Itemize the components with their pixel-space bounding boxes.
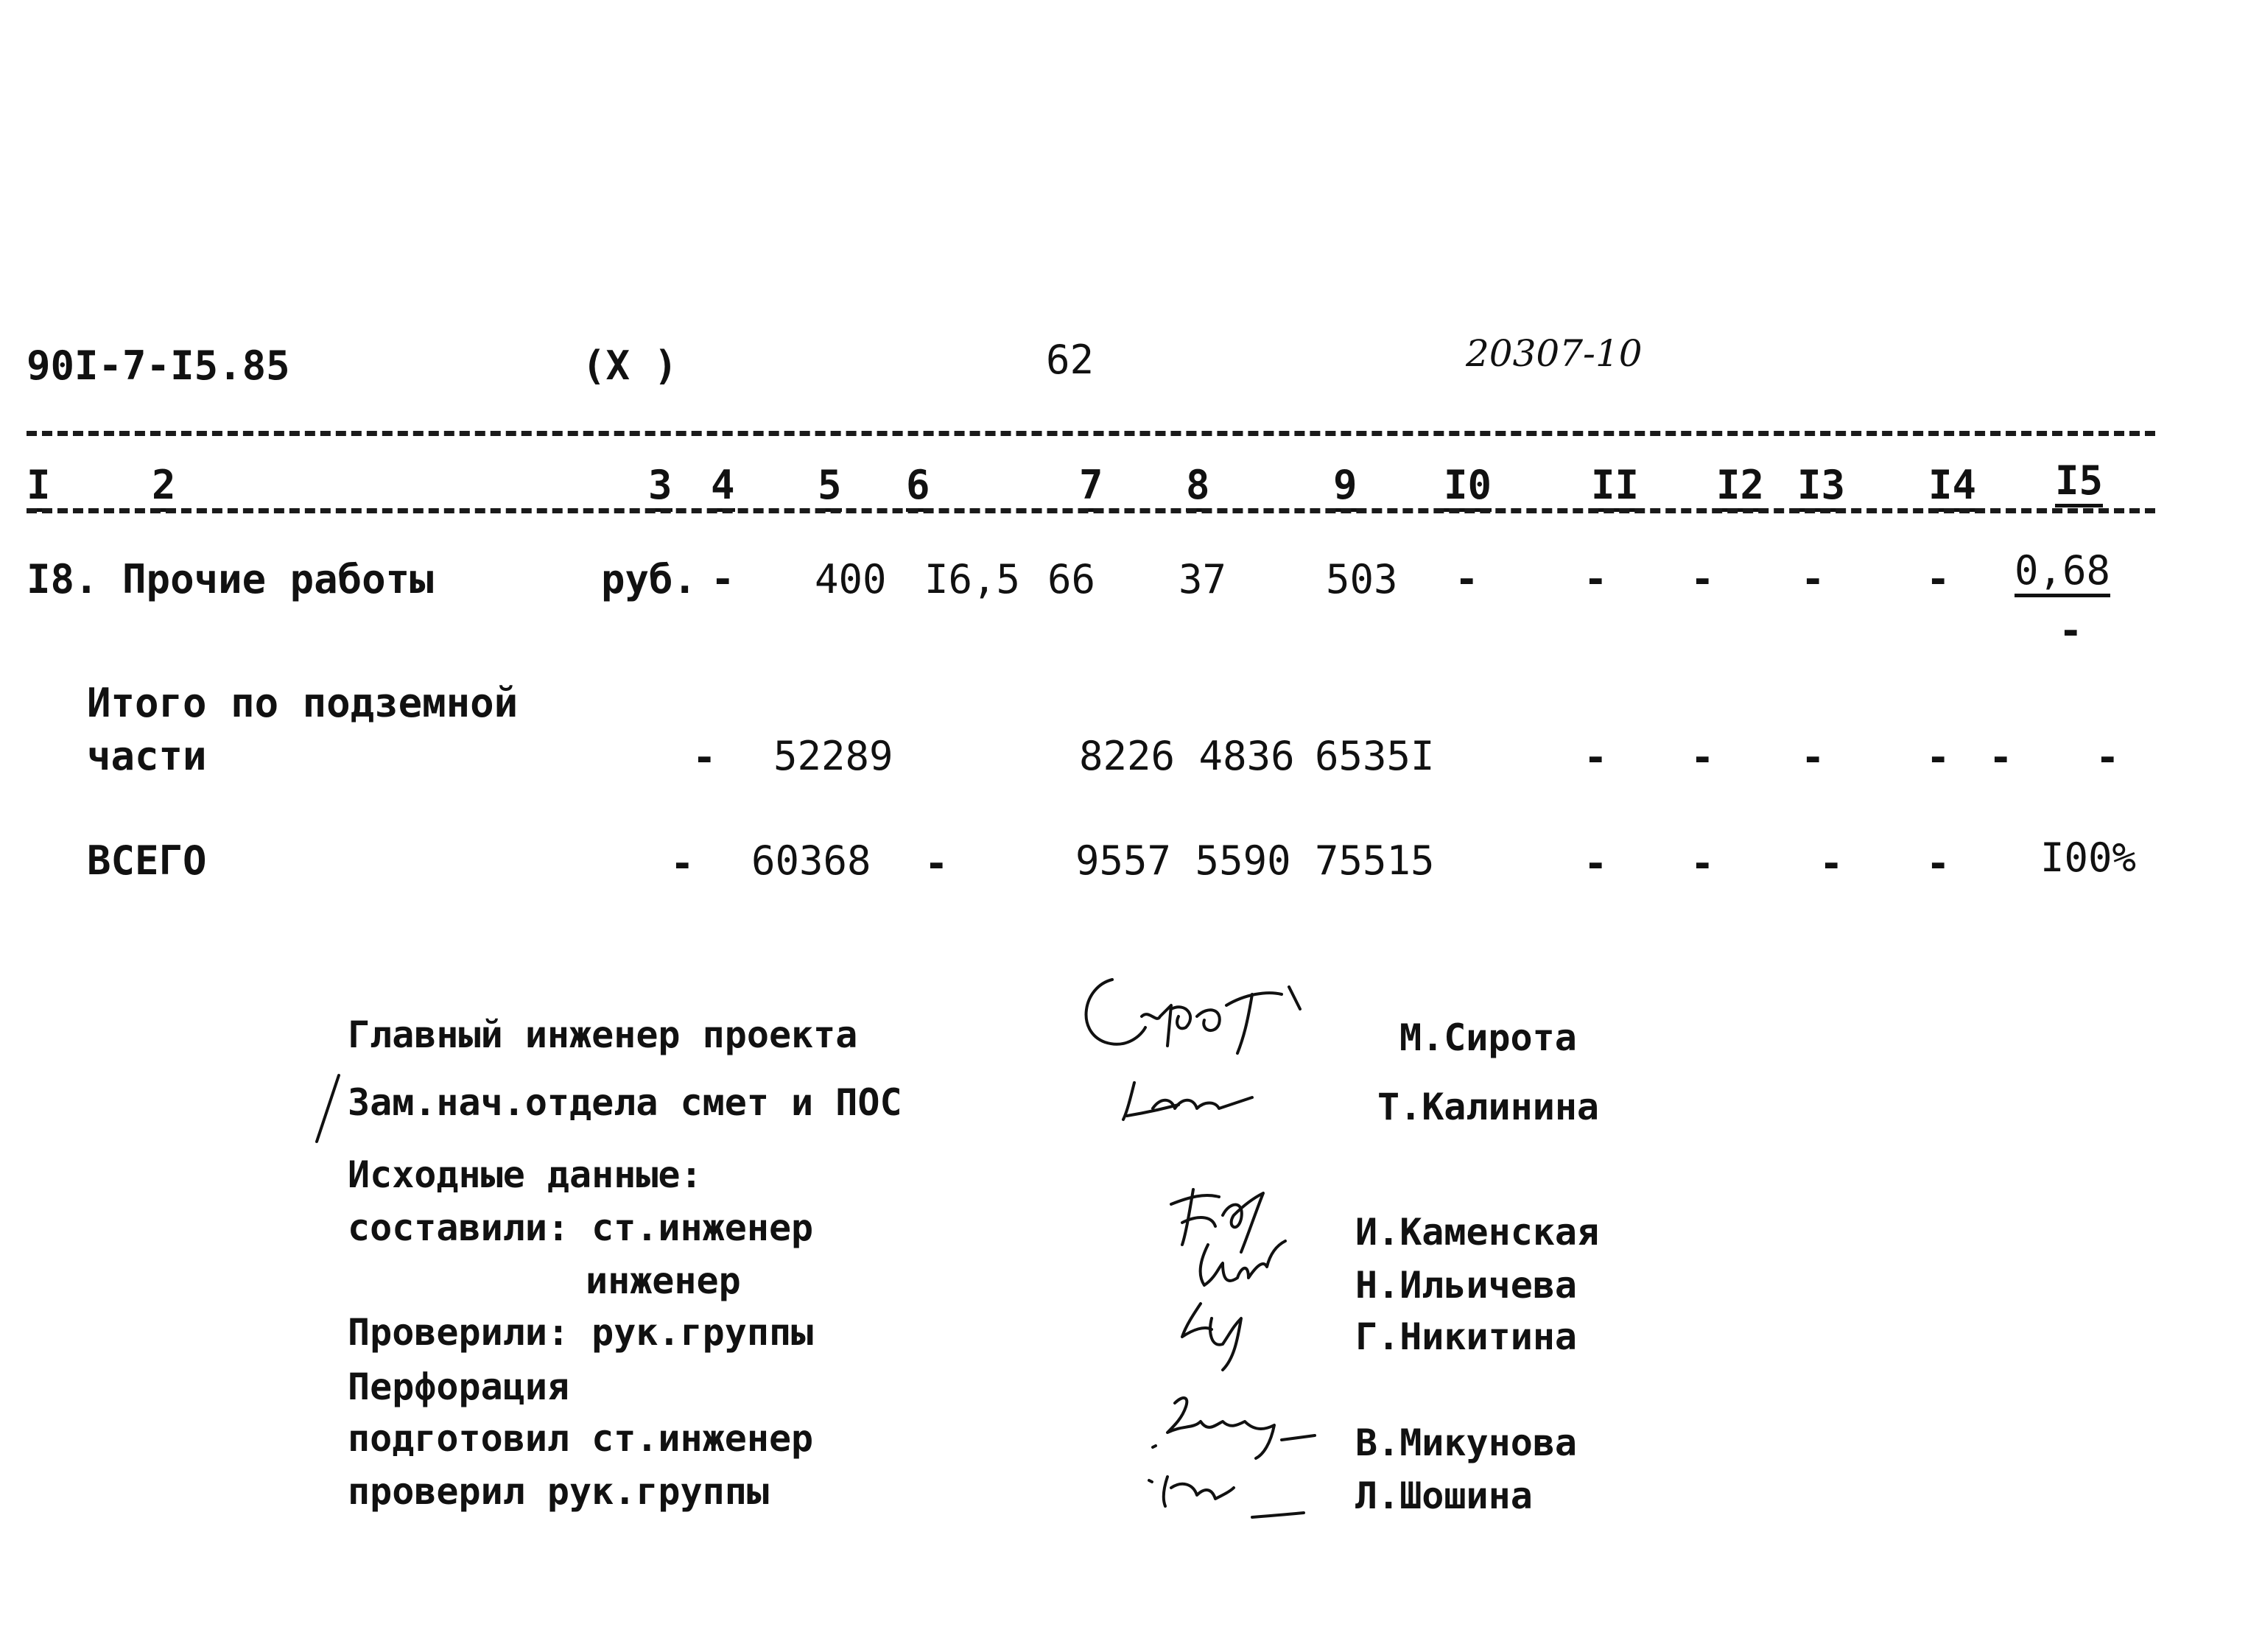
deputy-title: Зам.нач.отдела смет и ПОС [348, 1081, 902, 1124]
compiled-name-2: Н.Ильичева [1355, 1264, 1578, 1307]
engineer-label: инженер [586, 1259, 741, 1302]
cell-col15: 0,68 [2015, 551, 2110, 597]
column-number: I5 [2055, 461, 2103, 507]
column-number: 2 [152, 465, 176, 512]
column-number: II [1591, 465, 1639, 512]
column-number: 4 [711, 465, 735, 512]
cell-col11: - [1584, 734, 1608, 781]
deputy-name: Т.Калинина [1377, 1086, 1600, 1128]
column-number: 8 [1186, 465, 1210, 512]
cell-col15: - [2096, 734, 2120, 781]
chief-engineer-name: М.Сирота [1399, 1016, 1577, 1059]
subtotal-label-line2: части [87, 733, 207, 779]
column-number: 6 [906, 465, 930, 512]
cell-col5: 52289 [773, 733, 893, 779]
source-data-heading: Исходные данные: [348, 1153, 703, 1196]
cell-col14: - [1926, 556, 1950, 602]
total-label: ВСЕГО [87, 837, 207, 884]
margin-slash-mark [309, 1072, 346, 1145]
column-number: 9 [1333, 465, 1357, 512]
column-number: 5 [818, 465, 842, 512]
column-number: I2 [1716, 465, 1764, 512]
perforation-heading: Перфорация [348, 1365, 570, 1408]
signature-sirota [1068, 965, 1348, 1061]
verified-name: Л.Шошина [1355, 1475, 1533, 1517]
cell-col12: - [1690, 734, 1715, 781]
chief-engineer-title: Главный инженер проекта [348, 1013, 858, 1056]
cell-col7: 66 [1047, 556, 1096, 602]
cell-col8: 37 [1179, 556, 1227, 602]
cell-col15: I00% [2040, 834, 2137, 881]
cell-col12: - [1690, 840, 1715, 887]
cell-col13: - [1819, 840, 1844, 887]
column-number: I3 [1797, 465, 1845, 512]
column-number-dashed-rule [27, 508, 2155, 513]
prepared-label: подготовил ст.инженер [348, 1417, 814, 1460]
cell-col13: - [1801, 734, 1825, 781]
column-number: 3 [648, 465, 672, 512]
row-label: I8. Прочие работы [27, 556, 434, 602]
cell-col7-col8: 9557 5590 [1075, 837, 1291, 884]
signature-kalinina [1120, 1075, 1267, 1127]
checked-label: Проверили: рук.группы [348, 1311, 814, 1354]
cell-col14a: - [1926, 734, 1950, 781]
column-number: I4 [1928, 465, 1976, 512]
signature-ilicheva [1186, 1237, 1304, 1296]
page-number: 62 [1046, 337, 1095, 383]
cell-col10: - [1455, 556, 1479, 602]
column-number: I [27, 465, 51, 512]
verified-label: проверил рук.группы [348, 1470, 769, 1513]
checked-name: Г.Никитина [1355, 1315, 1578, 1358]
cell-col4: - [692, 734, 717, 781]
cell-col9: 6535I [1315, 733, 1435, 779]
cell-col14b: - [1989, 734, 2013, 781]
compiled-label: составили: ст.инженер [348, 1206, 814, 1249]
cell-col11: - [1584, 840, 1608, 887]
document-code: 90I-7-I5.85 [27, 342, 290, 389]
prepared-name: В.Микунова [1355, 1421, 1578, 1464]
cell-col5: 400 [815, 556, 887, 602]
subtotal-label-line1: Итого по подземной [87, 680, 519, 726]
cell-col15-below: - [2059, 608, 2083, 654]
unit-cell: руб. [601, 556, 698, 602]
column-number: I0 [1444, 465, 1492, 512]
cell-col4: - [711, 556, 735, 602]
cell-col4: - [670, 840, 695, 887]
top-dashed-rule [27, 431, 2155, 436]
column-number: 7 [1079, 465, 1103, 512]
cell-col7-col8: 8226 4836 [1079, 733, 1295, 779]
cell-col6: I6,5 [924, 556, 1021, 602]
handwritten-reference: 20307-10 [1466, 332, 1643, 375]
cell-col9: 75515 [1315, 837, 1435, 884]
signature-nikitina [1171, 1296, 1274, 1377]
signature-shoshina [1142, 1466, 1311, 1532]
compiled-name-1: И.Каменская [1355, 1211, 1600, 1254]
cell-col13: - [1801, 556, 1825, 602]
cell-col6: - [924, 840, 949, 887]
section-marker: (X ) [582, 342, 678, 389]
cell-col12: - [1690, 556, 1715, 602]
cell-col9: 503 [1326, 556, 1398, 602]
signature-mikunova [1145, 1388, 1330, 1462]
cell-col5: 60368 [751, 837, 871, 884]
cell-col11: - [1584, 556, 1608, 602]
cell-col14: - [1926, 840, 1950, 887]
